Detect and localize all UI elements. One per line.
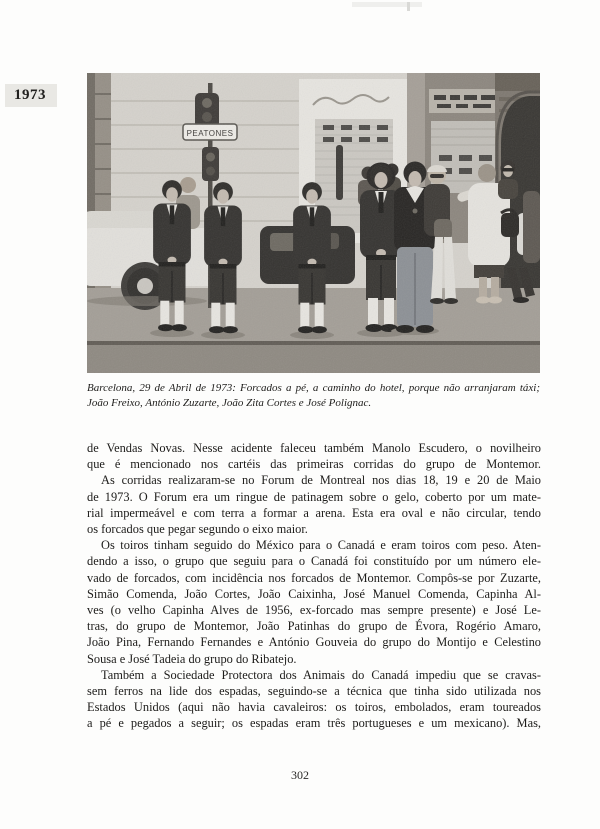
margin-year-band [5,84,57,107]
text-line: que é mencionado nos cartéis das primeiras corridas do grupo de Montemor. [87,457,541,472]
text-line: Barcelona, 29 de Abril de 1973: Forcados a pé, a caminho do hotel, porque não arranjaram táxi; [87,382,540,394]
text-line: de 1973. O Forum era um ringue de patinagem sobre o gelo, coberto por um mate- [87,489,541,504]
text-line: sem ferros na lide dos espadas, seguindo-se a técnica que tinha sido utilizada nos [87,684,541,699]
text-line: de Vendas Novas. Nesse acidente faleceu também Manolo Escudero, o novilheiro [87,441,541,455]
body-text [87,440,541,732]
text-line: dendo a isso, o grupo que seguiu para o Canadá foi constituído por um número ele- [87,554,541,569]
text-line: João Freixo, António Zuzarte, João Zita Cortes e José Polignac. [87,396,372,409]
text-line: Também a Sociedade Protectora dos Animais do Canadá impediu que se cravas- [101,667,541,682]
text-line: ves (o velho Capinha Alves de 1956, ex-forcado mas sempre presente) e José Le- [87,603,541,618]
text-line: vado de forcados, com incidência nos forcados de Montemor. Compôs-se por Zuzarte, [87,570,541,585]
photo-grain [87,73,540,373]
text-line: Sousa e José Tadeia do grupo do Ribatejo. [87,651,297,666]
text-line: tras, do grupo de Montemor, João Patinhas do grupo de Évora, Rogério Amaro, [87,619,541,634]
text-line: João Pina, Fernando Fernandes e António Gouveia do grupo do Montijo e Celestino [87,635,541,650]
peatones-sign-label: PEATONES [186,129,234,138]
text-line: As corridas realizaram-se no Forum de Montreal nos dias 18, 19 e 20 de Maio [101,473,541,488]
text-line: Estados Unidos (aqui não havia cavaleiros: os toiros, embolados, eram toureados [87,700,541,715]
print-artifact [352,2,422,7]
photo-illustration [87,73,540,373]
text-line: Os toiros tinham seguido do México para o Canadá e eram toiros com peso. Aten- [101,538,541,553]
page-number: 302 [291,768,309,782]
street-photograph [87,73,540,373]
text-line: Simão Comenda, João Cortes, João Caixinha, José Manuel Comenda, Capinha Al- [87,586,541,601]
text-line: a pé e pegados a seguir; os espadas eram três portugueses e um mexicano). Mas, [87,716,541,731]
text-line: rial impermeável e com terra a formar a arena. Esta era oval e não circular, tendo [87,505,541,520]
year-label: 1973 [14,87,46,103]
photo-caption [87,381,540,410]
text-line: os forcados que pegar segundo o eixo maior. [87,522,308,537]
print-artifact-tick [407,2,410,11]
